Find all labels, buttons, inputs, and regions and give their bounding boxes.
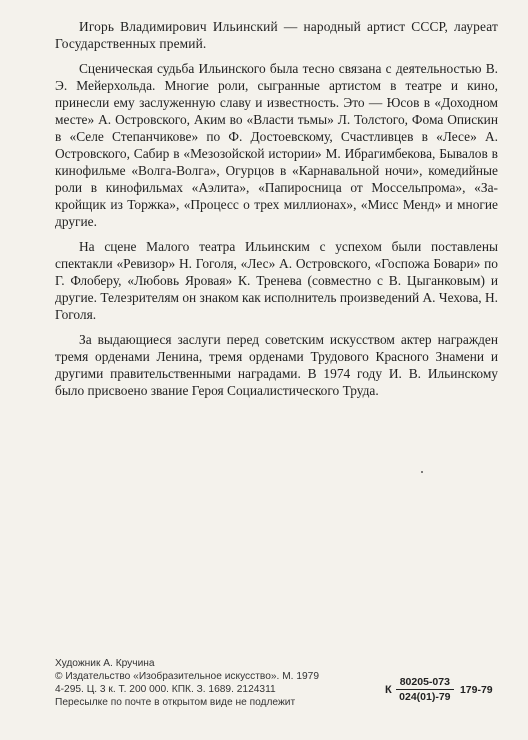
index-denominator: 024(01)-79 — [399, 691, 451, 703]
artist-credit: Художник А. Кручина — [55, 658, 155, 669]
paragraph-intro: Игорь Владимирович Ильинский — народный артист СССР, лауреат Государственных премий. — [55, 19, 498, 51]
index-numerator: 80205-073 — [396, 676, 454, 690]
print-info: 4-295. Ц. 3 к. Т. 200 000. КПК. З. 1689. 2124311 — [55, 684, 276, 695]
imprint-footer — [55, 657, 319, 709]
index-code — [385, 676, 493, 703]
index-fraction — [396, 676, 454, 703]
article-text — [55, 18, 498, 407]
paragraph-career: Сценическая судьба Ильинского была тесно связана с деятельностью В. Э. Мейерхольда. Многие роли, сыгранные артистом в театре и кино, принесли ему заслуженную славу и известность. Это — Юсов в «Доходном месте» А. Островского, Аким во «Власти тьмы» Л. Толстого, Фома Опискин в «Селе Степанчикове» по Ф. Достоевскому, Счастливцев в «Лесе» А. Островского, Сабир в «Мезозойской истории» М. Ибрагимбекова, Бывалов в кинофильме «Волга-Волга», Огурцов в «Карнавальной ночи», комедийные роли в кинофильмах «Аэлита», «Папиросница от Моссельпрома», «Закройщик из Торжка», «Процесс о трех миллионах», «Мисс Менд» и многие другие. — [55, 61, 498, 229]
index-suffix: 179-79 — [459, 683, 493, 696]
print-speck — [421, 471, 423, 473]
index-letter: К — [385, 683, 392, 696]
paragraph-awards: За выдающиеся заслуги перед советским искусством актер награжден тремя орденами Ленина, тремя орденами Трудового Красного Знамени и другими правительственными наградами. В 1974 году И. В. Ильинскому было присвоено звание Героя Социалистического Труда. — [55, 332, 498, 398]
publisher-line: © Издательство «Изобразительное искусство». М. 1979 — [55, 671, 320, 682]
paragraph-maly-theatre: На сцене Малого театра Ильинским с успехом были поставлены спектакли «Ревизор» Н. Гоголя, «Лес» А. Островского, «Госпожа Бовари» по Г. Флоберу, «Любовь Яровая» К. Тренева (совместно с В. Цыганковым) и другие. Телезрителям он знаком как исполнитель произведений А. Чехова, Н. Гоголя. — [55, 239, 499, 322]
mail-note: Пересылке по почте в открытом виде не подлежит — [55, 697, 296, 708]
